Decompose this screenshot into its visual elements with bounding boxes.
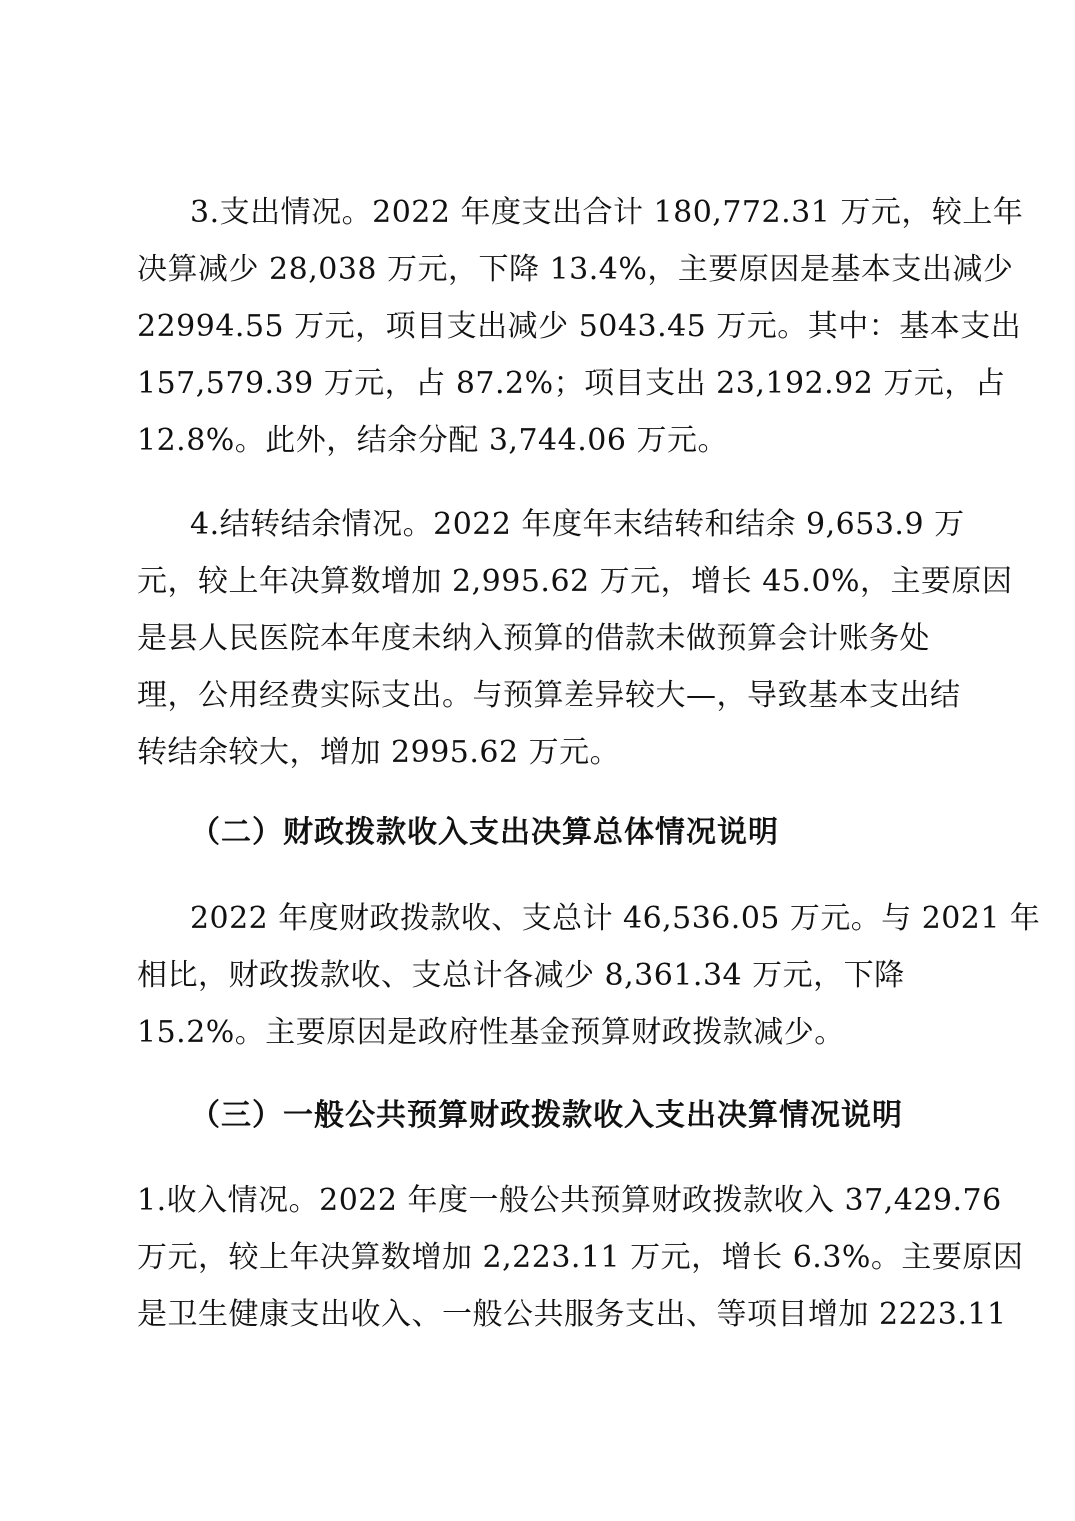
- text-line: 决算减少 28,038 万元，下降 13.4%，主要原因是基本支出减少: [137, 252, 1014, 287]
- text-line: 22994.55 万元，项目支出减少 5043.45 万元。其中：基本支出: [137, 309, 1022, 344]
- text-line: 转结余较大，增加 2995.62 万元。: [137, 735, 621, 770]
- text-line: 理，公用经费实际支出。与预算差异较大—，导致基本支出结: [137, 678, 961, 713]
- text-line: 157,579.39 万元，占 87.2%；项目支出 23,192.92 万元，占: [137, 366, 1006, 401]
- text-line: 是县人民医院本年度未纳入预算的借款未做预算会计账务处: [137, 621, 930, 656]
- text-line: 12.8%。此外，结余分配 3,744.06 万元。: [137, 423, 728, 458]
- text-line: 2022 年度财政拨款收、支总计 46,536.05 万元。与 2021 年: [190, 901, 1041, 936]
- text-line: 1.收入情况。2022 年度一般公共预算财政拨款收入 37,429.76: [137, 1183, 1002, 1218]
- text-line: 3.支出情况。2022 年度支出合计 180,772.31 万元，较上年: [190, 195, 1024, 230]
- section-heading-2: （二）财政拨款收入支出决算总体情况说明: [190, 815, 779, 850]
- text-line: 元，较上年决算数增加 2,995.62 万元，增长 45.0%，主要原因: [137, 564, 1013, 599]
- text-line: 4.结转结余情况。2022 年度年末结转和结余 9,653.9 万: [190, 507, 965, 542]
- text-line: 万元，较上年决算数增加 2,223.11 万元，增长 6.3%。主要原因: [137, 1240, 1024, 1275]
- text-line: 是卫生健康支出收入、一般公共服务支出、等项目增加 2223.11: [137, 1297, 1007, 1332]
- text-line: 15.2%。主要原因是政府性基金预算财政拨款减少。: [137, 1015, 845, 1050]
- text-line: 相比，财政拨款收、支总计各减少 8,361.34 万元，下降: [137, 958, 905, 993]
- section-heading-3: （三）一般公共预算财政拨款收入支出决算情况说明: [190, 1098, 903, 1133]
